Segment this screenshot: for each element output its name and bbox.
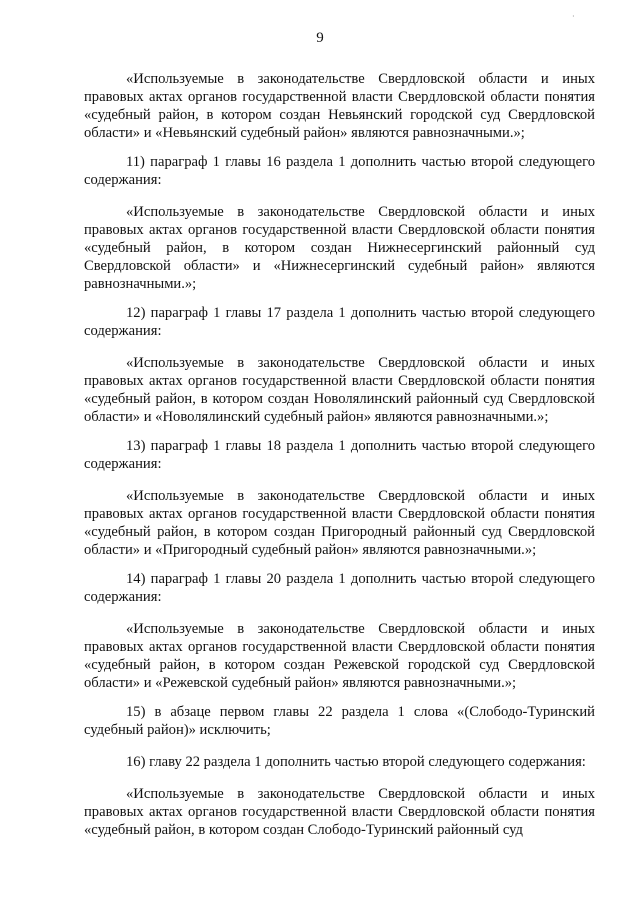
amendment-item: 16) главу 22 раздела 1 дополнить частью второй следующего содержания: xyxy=(126,754,586,770)
quote-paragraph: «Используемые в законодательстве Свердловской области и иных правовых актах органов государственной власти Свердловской области понятия «судебный район, в котором создан Новолялинский районный суд Свердловской области» и «Новолялинский судебный район» являются равнозначными.»; xyxy=(84,355,595,425)
page-number: 9 xyxy=(316,30,324,46)
amendment-item: 14) параграф 1 главы 20 раздела 1 дополнить частью второй следующего содержания: xyxy=(84,571,595,605)
amendment-item: 13) параграф 1 главы 18 раздела 1 дополнить частью второй следующего содержания: xyxy=(84,438,595,472)
amendment-item: 11) параграф 1 главы 16 раздела 1 дополнить частью второй следующего содержания: xyxy=(84,154,595,188)
quote-paragraph: «Используемые в законодательстве Свердловской области и иных правовых актах органов государственной власти Свердловской области понятия «судебный район, в котором создан Слободо-Туринский районный суд xyxy=(84,786,595,838)
document-body xyxy=(84,70,595,850)
quote-paragraph: «Используемые в законодательстве Свердловской области и иных правовых актах органов государственной власти Свердловской области понятия «судебный район, в котором создан Режевской городской суд Свердловской области» и «Режевской судебный район» являются равнозначными.»; xyxy=(84,621,595,691)
amendment-item: 15) в абзаце первом главы 22 раздела 1 слова «(Слободо-Туринский судебный район)» исключить; xyxy=(84,704,595,738)
amendment-item: 12) параграф 1 главы 17 раздела 1 дополнить частью второй следующего содержания: xyxy=(84,305,595,339)
quote-paragraph: «Используемые в законодательстве Свердловской области и иных правовых актах органов государственной власти Свердловской области понятия «судебный район, в котором создан Пригородный районный суд Свердловской области» и «Пригородный судебный район» являются равнозначными.»; xyxy=(84,488,595,558)
corner-mark: · xyxy=(572,12,575,21)
quote-paragraph: «Используемые в законодательстве Свердловской области и иных правовых актах органов государственной власти Свердловской области понятия «судебный район, в котором создан Нижнесергинский районный суд Свердловской области» и «Нижнесергинский судебный район» являются равнозначными.»; xyxy=(84,204,595,292)
quote-paragraph: «Используемые в законодательстве Свердловской области и иных правовых актах органов государственной власти Свердловской области понятия «судебный район, в котором создан Невьянский городской суд Свердловской области» и «Невьянский судебный район» являются равнозначными.»; xyxy=(84,71,595,141)
